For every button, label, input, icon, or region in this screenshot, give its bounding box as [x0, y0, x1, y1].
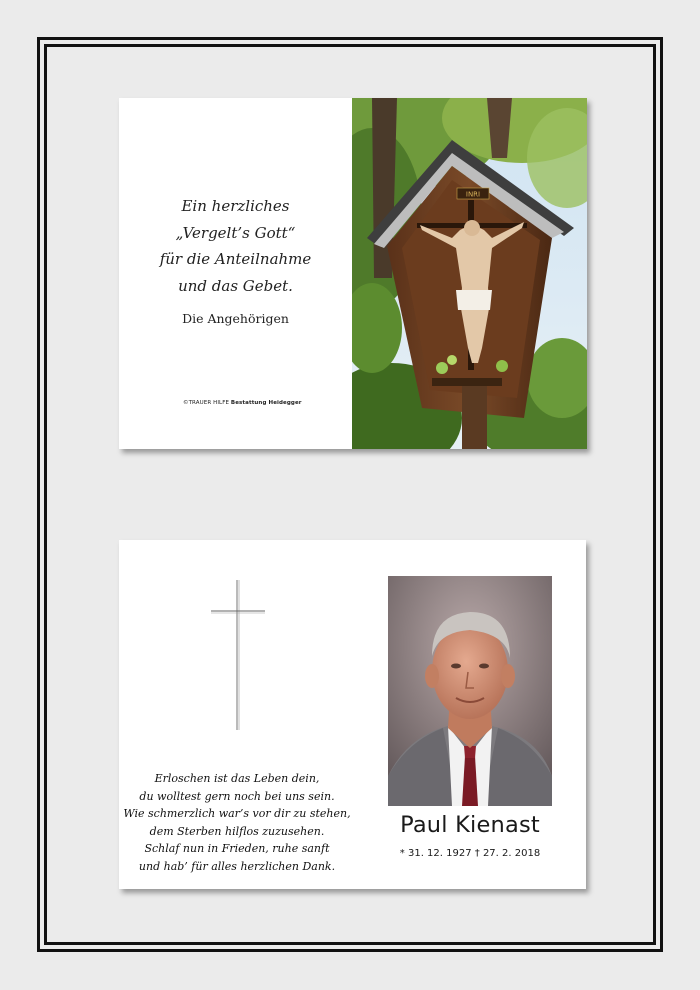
thanks-line: „Vergelt’s Gott“	[175, 223, 296, 242]
memorial-card	[119, 540, 586, 889]
thanks-line: und das Gebet.	[178, 276, 293, 295]
poem-line: du wolltest gern noch bei uns sein.	[139, 789, 335, 803]
poem-line: und hab’ für alles herzlichen Dank.	[138, 859, 336, 873]
poem-line: Wie schmerzlich war’s vor dir zu stehen,	[123, 807, 351, 820]
poem-line: Erloschen ist das Leben dein,	[154, 772, 320, 785]
imprint-brand: ©TRAUER HILFE	[183, 400, 230, 406]
thanks-line: Ein herzliches	[181, 197, 290, 215]
thank-you-card	[119, 98, 587, 449]
shrine-illustration	[352, 98, 587, 449]
thank-you-text	[119, 193, 352, 299]
deceased-name: Paul Kienast	[400, 812, 540, 838]
poem-line: dem Sterben hilflos zuzusehen.	[149, 824, 325, 838]
shrine-plaque-text: INRI	[465, 190, 481, 199]
imprint-company: Bestattung Heidegger	[230, 400, 302, 406]
portrait-illustration	[388, 576, 552, 806]
wayside-shrine-photo	[352, 98, 587, 449]
life-dates: * 31. 12. 1927 † 27. 2. 2018	[399, 848, 541, 859]
portrait-photo	[388, 576, 552, 806]
thanks-line: für die Anteilnahme	[159, 250, 312, 268]
poem-line: Schlaf nun in Frieden, ruhe sanft	[144, 842, 330, 855]
imprint	[183, 400, 302, 406]
cross-icon	[209, 578, 267, 733]
signoff-text: Die Angehörigen	[182, 311, 289, 326]
memorial-poem	[119, 770, 355, 875]
